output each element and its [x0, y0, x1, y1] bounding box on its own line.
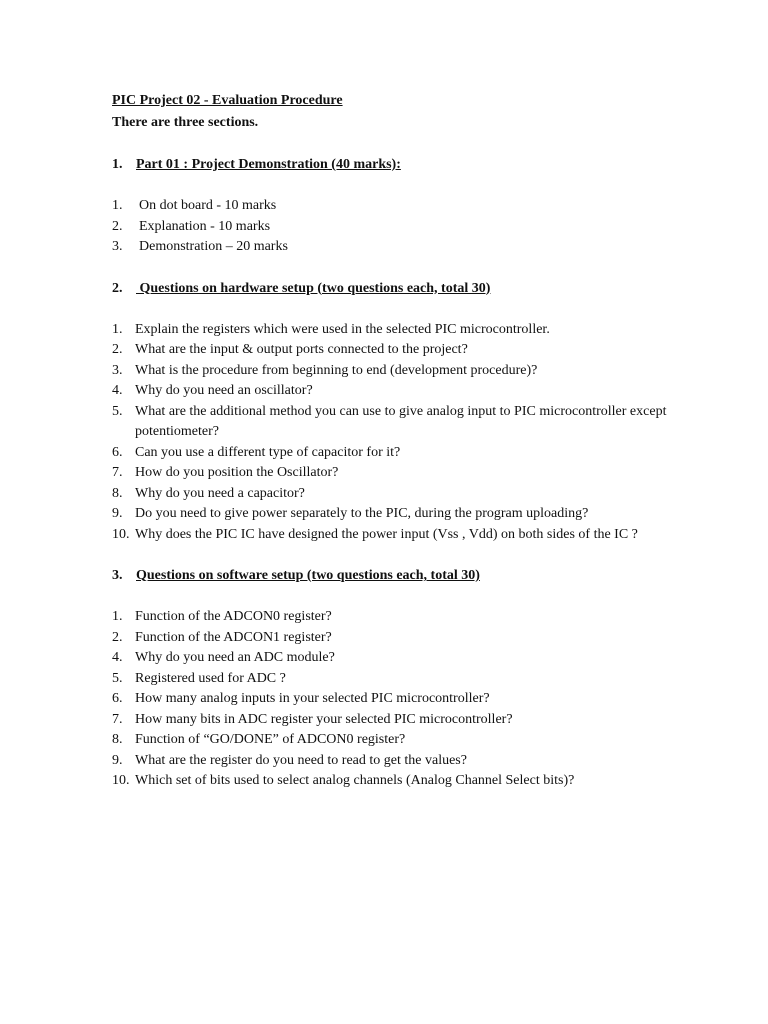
item-number: 9. — [112, 752, 123, 768]
section-1-heading — [112, 154, 712, 176]
item-number: 2. — [112, 342, 123, 357]
item-text: What are the register do you need to read to get the values? — [135, 752, 467, 768]
list-item — [112, 607, 712, 628]
list-item — [112, 730, 712, 751]
list-item — [112, 463, 712, 484]
item-number: 6. — [112, 691, 123, 706]
item-text: Why does the PIC IC have designed the power input (Vss , Vdd) on both sides of the IC ? — [135, 526, 638, 542]
list-item — [112, 771, 712, 792]
item-text: What is the procedure from beginning to end (development procedure)? — [135, 362, 538, 378]
list-item — [112, 689, 712, 710]
document-subtitle: There are three sections. — [112, 115, 259, 130]
item-text: Function of the ADCON1 register? — [135, 629, 332, 645]
item-text: Which set of bits used to select analog channels (Analog Channel Select bits)? — [135, 773, 575, 788]
item-number: 8. — [112, 732, 123, 747]
section-3-list — [112, 607, 712, 792]
section-3-heading — [112, 565, 712, 587]
item-text: How do you position the Oscillator? — [135, 465, 339, 480]
item-number: 4. — [112, 383, 123, 398]
document-title: PIC Project 02 - Evaluation Procedure — [112, 93, 343, 108]
item-number: 10. — [112, 773, 130, 788]
item-text: Can you use a different type of capacitor for it? — [135, 444, 401, 460]
section-2-heading — [112, 278, 712, 300]
document-page — [112, 90, 712, 792]
item-text: Function of “GO/DONE” of ADCON0 register? — [135, 732, 406, 747]
section-heading-text: Questions on software setup (two questions each, total 30) — [136, 568, 480, 583]
list-item — [112, 710, 712, 731]
item-text: Why do you need a capacitor? — [135, 485, 305, 501]
section-2-list — [112, 320, 712, 546]
list-item — [112, 669, 712, 690]
item-number: 3. — [112, 362, 123, 378]
item-number: 2. — [112, 218, 123, 234]
list-item — [112, 648, 712, 669]
item-text: Function of the ADCON0 register? — [135, 609, 332, 624]
item-number: 10. — [112, 526, 130, 542]
item-number: 1. — [112, 321, 123, 337]
item-text: How many bits in ADC register your selected PIC microcontroller? — [135, 711, 513, 727]
item-number: 7. — [112, 711, 123, 727]
item-number: 1. — [112, 609, 123, 624]
item-text: Explain the registers which were used in the selected PIC microcontroller. — [135, 321, 550, 337]
item-number: 2. — [112, 629, 123, 645]
list-item — [112, 217, 712, 238]
item-text: Do you need to give power separately to the PIC, during the program uploading? — [135, 506, 589, 521]
section-1-list — [112, 196, 712, 258]
item-text: Demonstration – 20 marks — [139, 239, 288, 254]
item-number: 1. — [112, 198, 123, 213]
section-heading-text: Part 01 : Project Demonstration (40 marks): — [136, 157, 401, 172]
item-number: 9. — [112, 506, 123, 521]
list-item — [112, 504, 712, 525]
item-text: Explanation - 10 marks — [139, 218, 271, 234]
item-number: 4. — [112, 650, 123, 665]
list-item — [112, 628, 712, 649]
item-number: 7. — [112, 465, 123, 480]
item-text: Registered used for ADC ? — [135, 670, 286, 686]
item-number: 6. — [112, 444, 123, 460]
item-text: Why do you need an oscillator? — [135, 383, 313, 398]
section-heading-text: Questions on hardware setup (two questions each, total 30) — [136, 280, 491, 296]
section-number: 2. — [112, 280, 123, 296]
item-number: 8. — [112, 485, 123, 501]
list-item — [112, 751, 712, 772]
item-text: Why do you need an ADC module? — [135, 650, 335, 665]
list-item — [112, 320, 712, 341]
item-number: 3. — [112, 239, 123, 254]
section-number: 3. — [112, 568, 123, 583]
section-number: 1. — [112, 157, 123, 172]
list-item — [112, 196, 712, 217]
list-item — [112, 443, 712, 464]
item-text: On dot board - 10 marks — [139, 198, 277, 213]
list-item — [112, 402, 712, 443]
list-item — [112, 340, 712, 361]
list-item — [112, 361, 712, 382]
item-text: What are the additional method you can use to give analog input to PIC microcontroller except potentiometer? — [135, 403, 667, 439]
list-item — [112, 484, 712, 505]
list-item — [112, 525, 712, 546]
list-item — [112, 381, 712, 402]
item-text: How many analog inputs in your selected PIC microcontroller? — [135, 691, 490, 706]
item-number: 5. — [112, 670, 123, 686]
item-number: 5. — [112, 403, 123, 419]
item-text: What are the input & output ports connected to the project? — [135, 342, 468, 357]
list-item — [112, 237, 712, 258]
